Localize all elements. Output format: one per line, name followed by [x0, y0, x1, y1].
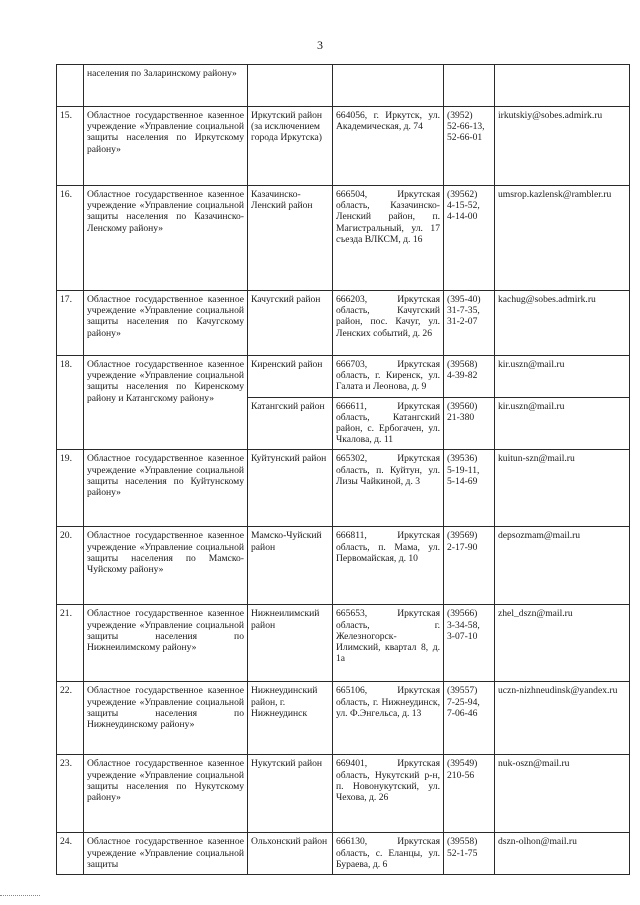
row-number: 21. [57, 605, 84, 682]
row-number [57, 65, 84, 107]
postal-address: 666811, Иркутская область, п. Мама, ул. Первомайская, д. 10 [333, 527, 444, 605]
row-number: 17. [57, 291, 84, 356]
served-area: Мамско-Чуйский район [248, 527, 333, 605]
email-address[interactable]: dszn-olhon@mail.ru [495, 833, 630, 875]
served-area: Куйтунский район [248, 450, 333, 527]
agency-name: Областное государственное казенное учреждение «Управление социальной защиты населения по Казачинско-Ленскому району» [84, 186, 248, 291]
table-row [57, 65, 630, 107]
agency-name: Областное государственное казенное учреждение «Управление социальной защиты населения по Куйтунскому району» [84, 450, 248, 527]
agency-name: Областное государственное казенное учреждение «Управление социальной защиты населения по Иркутскому району» [84, 107, 248, 186]
postal-address: 666130, Иркутская область, с. Еланцы, ул. Бураева, д. 6 [333, 833, 444, 875]
postal-address: 664056, г. Иркутск, ул. Академическая, д. 74 [333, 107, 444, 186]
scan-edge-mark [0, 895, 40, 897]
row-number: 22. [57, 682, 84, 755]
served-area: Ольхонский район [248, 833, 333, 875]
served-area: Иркутский район (за исключением города Иркутска) [248, 107, 333, 186]
served-area: Катангский район [248, 397, 333, 450]
served-area: Качугский район [248, 291, 333, 356]
row-number: 24. [57, 833, 84, 875]
postal-address: 666703, Иркутская область, г. Киренск, ул. Галата и Леонова, д. 9 [333, 356, 444, 398]
phone-numbers: (39568) 4-39-82 [444, 356, 495, 398]
phone-numbers [444, 65, 495, 107]
served-area: Нукутский район [248, 755, 333, 833]
postal-address: 666611, Иркутская область, Катангский район, с. Ербогачен, ул. Чкалова, д. 11 [333, 397, 444, 450]
agency-name: Областное государственное казенное учреждение «Управление социальной защиты населения по Нижнеудинскому району» [84, 682, 248, 755]
page-number: 3 [317, 38, 323, 52]
agency-table [56, 64, 630, 875]
agency-name: Областное государственное казенное учреждение «Управление социальной защиты населения по Мамско-Чуйскому району» [84, 527, 248, 605]
postal-address: 666203, Иркутская область, Качугский район, пос. Качуг, ул. Ленских событий, д. 26 [333, 291, 444, 356]
postal-address: 665302, Иркутская область, п. Куйтун, ул. Лизы Чайкиной, д. 3 [333, 450, 444, 527]
email-address[interactable] [495, 65, 630, 107]
postal-address: 665653, Иркутская область, г. Железногорск-Илимский, квартал 8, д. 1а [333, 605, 444, 682]
agency-name: Областное государственное казенное учреждение «Управление социальной защиты [84, 833, 248, 875]
email-address[interactable]: umsrop.kazlensk@rambler.ru [495, 186, 630, 291]
postal-address: 666504, Иркутская область, Казачинско-Ленский район, п. Магистральный, ул. 17 съезда ВЛКСМ, д. 16 [333, 186, 444, 291]
phone-numbers: (39560) 21-380 [444, 397, 495, 450]
table-row [57, 186, 630, 291]
email-address[interactable]: kir.uszn@mail.ru [495, 397, 630, 450]
phone-numbers: (39569) 2-17-90 [444, 527, 495, 605]
table-row [57, 107, 630, 186]
phone-numbers: (39557) 7-25-94, 7-06-46 [444, 682, 495, 755]
served-area: Киренский район [248, 356, 333, 398]
table-row [57, 755, 630, 833]
email-address[interactable]: irkutskiy@sobes.admirk.ru [495, 107, 630, 186]
table-row [57, 450, 630, 527]
agency-name: Областное государственное казенное учреждение «Управление социальной защиты населения по Киренскому району и Катангскому району» [84, 356, 248, 450]
table-row [57, 833, 630, 875]
email-address[interactable]: kachug@sobes.admirk.ru [495, 291, 630, 356]
phone-numbers: (39566) 3-34-58, 3-07-10 [444, 605, 495, 682]
row-number: 23. [57, 755, 84, 833]
row-number: 15. [57, 107, 84, 186]
agency-name: населения по Заларинскому районy» [84, 65, 248, 107]
postal-address: 665106, Иркутская область, г. Нижнеудинск, ул. Ф.Энгельса, д. 13 [333, 682, 444, 755]
table-row [57, 527, 630, 605]
email-address[interactable]: nuk-oszn@mail.ru [495, 755, 630, 833]
phone-numbers: (39549) 210-56 [444, 755, 495, 833]
row-number: 18. [57, 356, 84, 450]
row-number: 16. [57, 186, 84, 291]
phone-numbers: (395-40) 31-7-35, 31-2-07 [444, 291, 495, 356]
table-row [57, 356, 630, 398]
table-row [57, 291, 630, 356]
email-address[interactable]: uczn-nizhneudinsk@yandex.ru [495, 682, 630, 755]
served-area [248, 65, 333, 107]
phone-numbers: (39562) 4-15-52, 4-14-00 [444, 186, 495, 291]
email-address[interactable]: zhel_dszn@mail.ru [495, 605, 630, 682]
email-address[interactable]: depsozmam@mail.ru [495, 527, 630, 605]
served-area: Нижнеудинский район, г. Нижнеудинск [248, 682, 333, 755]
phone-numbers: (39558) 52-1-75 [444, 833, 495, 875]
agency-name: Областное государственное казенное учреждение «Управление социальной защиты населения по Нукутскому району» [84, 755, 248, 833]
email-address[interactable]: kuitun-szn@mail.ru [495, 450, 630, 527]
phone-numbers: (3952) 52-66-13, 52-66-01 [444, 107, 495, 186]
served-area: Нижнеилимский район [248, 605, 333, 682]
agency-name: Областное государственное казенное учреждение «Управление социальной защиты населения по Качугскому району» [84, 291, 248, 356]
agency-name: Областное государственное казенное учреждение «Управление социальной защиты населения по Нижнеилимскому району» [84, 605, 248, 682]
served-area: Казачинско-Ленский район [248, 186, 333, 291]
postal-address [333, 65, 444, 107]
email-address[interactable]: kir.uszn@mail.ru [495, 356, 630, 398]
table-row [57, 682, 630, 755]
row-number: 19. [57, 450, 84, 527]
row-number: 20. [57, 527, 84, 605]
postal-address: 669401, Иркутская область, Нукутский р-н, п. Новонукутский, ул. Чехова, д. 26 [333, 755, 444, 833]
table-row [57, 605, 630, 682]
phone-numbers: (39536) 5-19-11, 5-14-69 [444, 450, 495, 527]
